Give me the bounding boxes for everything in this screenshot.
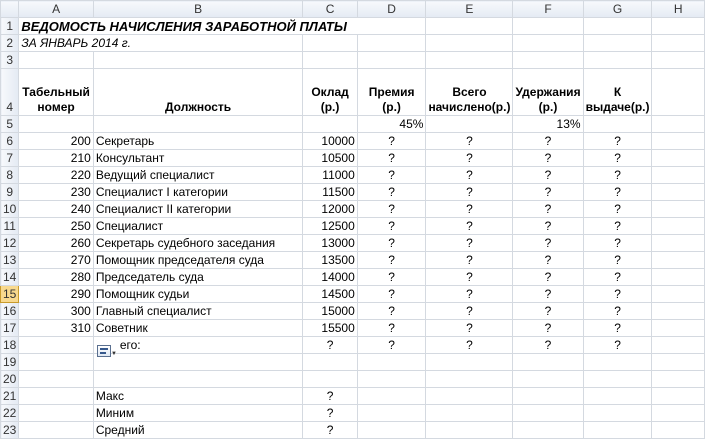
deductions-cell[interactable]: ? (513, 201, 583, 218)
cell[interactable] (652, 252, 705, 269)
payout-cell[interactable]: ? (583, 133, 652, 150)
position-cell[interactable]: Консультант (93, 150, 303, 167)
total-accrued-cell[interactable]: ? (426, 286, 513, 303)
position-cell[interactable]: Специалист (93, 218, 303, 235)
cell[interactable] (426, 116, 513, 133)
cell[interactable] (426, 371, 513, 388)
cell[interactable] (652, 116, 705, 133)
cell[interactable] (513, 52, 583, 69)
tab-number-cell[interactable]: 200 (19, 133, 93, 150)
payout-cell[interactable]: ? (583, 252, 652, 269)
payout-cell[interactable]: ? (583, 167, 652, 184)
salary-cell[interactable]: 12000 (303, 201, 357, 218)
cell[interactable] (583, 371, 652, 388)
sheet-subtitle[interactable]: ЗА ЯНВАРЬ 2014 г. (19, 35, 303, 52)
cell[interactable] (426, 52, 513, 69)
row-header[interactable]: 14 (1, 269, 19, 286)
cell[interactable] (303, 371, 357, 388)
select-all-corner[interactable] (1, 1, 19, 18)
premium-cell[interactable]: ? (357, 303, 426, 320)
row-header[interactable]: 23 (1, 422, 19, 439)
total-premium[interactable]: ? (357, 337, 426, 354)
premium-cell[interactable]: ? (357, 201, 426, 218)
premium-rate[interactable]: 45% (357, 116, 426, 133)
deductions-cell[interactable]: ? (513, 269, 583, 286)
cell[interactable] (357, 422, 426, 439)
table-row (1, 218, 705, 235)
cell[interactable] (19, 422, 93, 439)
deductions-cell[interactable]: ? (513, 184, 583, 201)
cell[interactable] (357, 52, 426, 69)
position-cell[interactable]: Секретарь судебного заседания (93, 235, 303, 252)
tab-number-cell[interactable]: 240 (19, 201, 93, 218)
deductions-cell[interactable]: ? (513, 133, 583, 150)
cell[interactable] (513, 371, 583, 388)
cell[interactable] (93, 371, 303, 388)
row-header[interactable]: 21 (1, 388, 19, 405)
cell[interactable] (652, 184, 705, 201)
row-header[interactable]: 11 (1, 218, 19, 235)
header-payout[interactable]: К выдаче(р.) (583, 69, 652, 116)
salary-cell[interactable]: 14000 (303, 269, 357, 286)
table-row (1, 184, 705, 201)
sheet-title[interactable]: ВЕДОМОСТЬ НАЧИСЛЕНИЯ ЗАРАБОТНОЙ ПЛАТЫ (19, 18, 426, 35)
cell[interactable] (652, 320, 705, 337)
cell[interactable] (19, 52, 93, 69)
premium-cell[interactable]: ? (357, 184, 426, 201)
cell[interactable] (19, 388, 93, 405)
cell[interactable] (652, 388, 705, 405)
salary-cell[interactable]: 15500 (303, 320, 357, 337)
column-header-a[interactable]: A (19, 1, 93, 18)
premium-cell[interactable]: ? (357, 167, 426, 184)
cell[interactable] (652, 405, 705, 422)
table-row (1, 252, 705, 269)
total-salary[interactable]: ? (303, 337, 357, 354)
premium-cell[interactable]: ? (357, 218, 426, 235)
cell[interactable] (513, 35, 583, 52)
position-cell[interactable]: Помощник председателя суда (93, 252, 303, 269)
cell[interactable] (652, 337, 705, 354)
cell[interactable] (93, 351, 303, 371)
cell[interactable] (652, 18, 705, 35)
table-row (1, 303, 705, 320)
table-row (1, 269, 705, 286)
column-header-e[interactable]: E (426, 1, 513, 18)
table-row (1, 150, 705, 167)
position-cell[interactable]: Ведущий специалист (93, 167, 303, 184)
table-row (1, 167, 705, 184)
cell[interactable] (426, 388, 513, 405)
cell[interactable] (652, 371, 705, 388)
payout-cell[interactable]: ? (583, 150, 652, 167)
premium-cell[interactable]: ? (357, 320, 426, 337)
cell[interactable] (19, 371, 93, 388)
cell[interactable] (652, 218, 705, 235)
cell[interactable] (19, 337, 93, 354)
cell[interactable] (652, 235, 705, 252)
salary-cell[interactable]: 15000 (303, 303, 357, 320)
employee-rows (1, 133, 705, 337)
total-accrued-cell[interactable]: ? (426, 235, 513, 252)
payout-cell[interactable]: ? (583, 184, 652, 201)
row-header[interactable]: 19 (1, 354, 19, 371)
deductions-cell[interactable]: ? (513, 303, 583, 320)
tab-number-cell[interactable]: 270 (19, 252, 93, 269)
premium-cell[interactable]: ? (357, 252, 426, 269)
cell[interactable] (93, 116, 303, 133)
row-header[interactable]: 2 (1, 35, 19, 52)
deductions-cell[interactable]: ? (513, 252, 583, 269)
cell[interactable] (426, 18, 513, 35)
column-header-g[interactable]: G (583, 1, 652, 18)
cell[interactable] (513, 422, 583, 439)
position-cell[interactable]: Советник (93, 320, 303, 337)
header-tab-number[interactable]: Табельный номер (19, 69, 93, 116)
header-deductions[interactable]: Удержания (р.) (513, 69, 583, 116)
cell[interactable] (357, 405, 426, 422)
total-accrued-cell[interactable]: ? (426, 218, 513, 235)
row-header[interactable]: 16 (1, 303, 19, 320)
total-accrued-cell[interactable]: ? (426, 201, 513, 218)
salary-cell[interactable]: 10500 (303, 150, 357, 167)
row-header[interactable]: 20 (1, 371, 19, 388)
position-cell[interactable]: Секретарь (93, 133, 303, 150)
header-premium[interactable]: Премия (р.) (357, 69, 426, 116)
header-salary[interactable]: Оклад (р.) (303, 69, 357, 116)
cell[interactable] (357, 371, 426, 388)
deduction-rate[interactable]: 13% (513, 116, 583, 133)
table-row (1, 201, 705, 218)
cell[interactable] (652, 52, 705, 69)
row-header[interactable]: 17 (1, 320, 19, 337)
position-cell[interactable]: Специалист I категории (93, 184, 303, 201)
cell[interactable] (426, 354, 513, 371)
position-cell[interactable]: Председатель суда (93, 269, 303, 286)
payout-cell[interactable]: ? (583, 286, 652, 303)
cell[interactable] (303, 354, 357, 371)
total-accrued-cell[interactable]: ? (426, 150, 513, 167)
premium-cell[interactable]: ? (357, 150, 426, 167)
header-position[interactable]: Должность (93, 69, 303, 116)
row-header[interactable]: 12 (1, 235, 19, 252)
row-header[interactable]: 8 (1, 167, 19, 184)
cell[interactable] (19, 116, 93, 133)
cell[interactable] (19, 354, 93, 371)
cell[interactable] (583, 388, 652, 405)
stat-max-label[interactable]: Макс (93, 388, 303, 405)
salary-cell[interactable]: 13000 (303, 235, 357, 252)
payout-cell[interactable]: ? (583, 320, 652, 337)
salary-cell[interactable]: 11000 (303, 167, 357, 184)
total-accrued-cell[interactable]: ? (426, 184, 513, 201)
total-payout[interactable]: ? (583, 337, 652, 354)
tab-number-cell[interactable]: 220 (19, 167, 93, 184)
premium-cell[interactable]: ? (357, 235, 426, 252)
cell[interactable] (652, 35, 705, 52)
cell[interactable] (513, 405, 583, 422)
cell[interactable] (652, 201, 705, 218)
salary-cell[interactable]: 14500 (303, 286, 357, 303)
row-header[interactable]: 9 (1, 184, 19, 201)
row-header[interactable]: 18 (1, 337, 19, 354)
total-accrued[interactable]: ? (426, 337, 513, 354)
row-header[interactable]: 10 (1, 201, 19, 218)
column-header-b[interactable]: B (93, 1, 303, 18)
payout-cell[interactable]: ? (583, 235, 652, 252)
deductions-cell[interactable]: ? (513, 320, 583, 337)
tab-number-cell[interactable]: 210 (19, 150, 93, 167)
row-header[interactable]: 4 (1, 69, 19, 116)
total-accrued-cell[interactable]: ? (426, 269, 513, 286)
column-header-f[interactable]: F (513, 1, 583, 18)
tab-number-cell[interactable]: 260 (19, 235, 93, 252)
premium-cell[interactable]: ? (357, 133, 426, 150)
stat-min-label[interactable]: Миним (93, 405, 303, 422)
table-row (1, 286, 705, 303)
tab-number-cell[interactable]: 300 (19, 303, 93, 320)
total-label[interactable]: его: (93, 337, 303, 354)
cell[interactable] (652, 354, 705, 371)
paste-options-icon[interactable] (97, 345, 111, 357)
cell[interactable] (652, 133, 705, 150)
salary-cell[interactable]: 10000 (303, 133, 357, 150)
payout-cell[interactable]: ? (583, 269, 652, 286)
table-row (1, 133, 705, 150)
cell[interactable] (652, 69, 705, 116)
cell[interactable] (426, 422, 513, 439)
payout-cell[interactable]: ? (583, 218, 652, 235)
deductions-cell[interactable]: ? (513, 218, 583, 235)
cell[interactable] (93, 52, 303, 69)
cell[interactable] (652, 269, 705, 286)
deductions-cell[interactable]: ? (513, 150, 583, 167)
total-accrued-cell[interactable]: ? (426, 303, 513, 320)
cell[interactable] (303, 35, 357, 52)
column-header-c[interactable]: C (303, 1, 357, 18)
position-cell[interactable]: Помощник судьи (93, 286, 303, 303)
cell[interactable] (652, 422, 705, 439)
cell[interactable] (303, 52, 357, 69)
chevron-down-icon[interactable]: ▼ (111, 351, 117, 357)
payout-cell[interactable]: ? (583, 303, 652, 320)
cell[interactable] (513, 354, 583, 371)
total-accrued-cell[interactable]: ? (426, 167, 513, 184)
cell[interactable] (513, 388, 583, 405)
cell[interactable] (583, 422, 652, 439)
cell[interactable] (652, 286, 705, 303)
column-header-d[interactable]: D (357, 1, 426, 18)
row-header[interactable]: 13 (1, 252, 19, 269)
tab-number-cell[interactable]: 230 (19, 184, 93, 201)
tab-number-cell[interactable]: 250 (19, 218, 93, 235)
cell[interactable] (583, 18, 652, 35)
total-accrued-cell[interactable]: ? (426, 133, 513, 150)
premium-cell[interactable]: ? (357, 286, 426, 303)
stat-avg-label[interactable]: Средний (93, 422, 303, 439)
premium-cell[interactable]: ? (357, 269, 426, 286)
row-header[interactable]: 7 (1, 150, 19, 167)
position-cell[interactable]: Специалист II категории (93, 201, 303, 218)
table-row (1, 235, 705, 252)
row-header[interactable]: 5 (1, 116, 19, 133)
cell[interactable] (513, 18, 583, 35)
stat-min-value[interactable]: ? (303, 405, 357, 422)
cell[interactable] (583, 116, 652, 133)
salary-cell[interactable]: 13500 (303, 252, 357, 269)
cell[interactable] (426, 405, 513, 422)
cell[interactable] (19, 405, 93, 422)
column-header-h[interactable]: H (652, 1, 705, 18)
row-header[interactable]: 15 (1, 286, 19, 303)
tab-number-cell[interactable]: 280 (19, 269, 93, 286)
deductions-cell[interactable]: ? (513, 167, 583, 184)
row-header[interactable]: 22 (1, 405, 19, 422)
total-deductions[interactable]: ? (513, 337, 583, 354)
payout-cell[interactable]: ? (583, 201, 652, 218)
cell[interactable] (583, 405, 652, 422)
tab-number-cell[interactable]: 310 (19, 320, 93, 337)
total-accrued-cell[interactable]: ? (426, 252, 513, 269)
stat-avg-value[interactable]: ? (303, 422, 357, 439)
table-row (1, 320, 705, 337)
cell[interactable] (652, 303, 705, 320)
cell[interactable] (652, 150, 705, 167)
cell[interactable] (357, 35, 426, 52)
salary-cell[interactable]: 11500 (303, 184, 357, 201)
row-header[interactable]: 6 (1, 133, 19, 150)
row-header[interactable]: 3 (1, 52, 19, 69)
cell[interactable] (303, 116, 357, 133)
deductions-cell[interactable]: ? (513, 286, 583, 303)
stat-max-value[interactable]: ? (303, 388, 357, 405)
deductions-cell[interactable]: ? (513, 235, 583, 252)
tab-number-cell[interactable]: 290 (19, 286, 93, 303)
cell[interactable] (583, 52, 652, 69)
header-total-accrued[interactable]: Всего начислено(р.) (426, 69, 513, 116)
cell[interactable] (426, 35, 513, 52)
cell[interactable] (652, 167, 705, 184)
row-header[interactable]: 1 (1, 18, 19, 35)
cell[interactable] (357, 388, 426, 405)
position-cell[interactable]: Главный специалист (93, 303, 303, 320)
cell[interactable] (583, 35, 652, 52)
salary-cell[interactable]: 12500 (303, 218, 357, 235)
cell[interactable] (583, 354, 652, 371)
cell[interactable] (357, 354, 426, 371)
total-accrued-cell[interactable]: ? (426, 320, 513, 337)
